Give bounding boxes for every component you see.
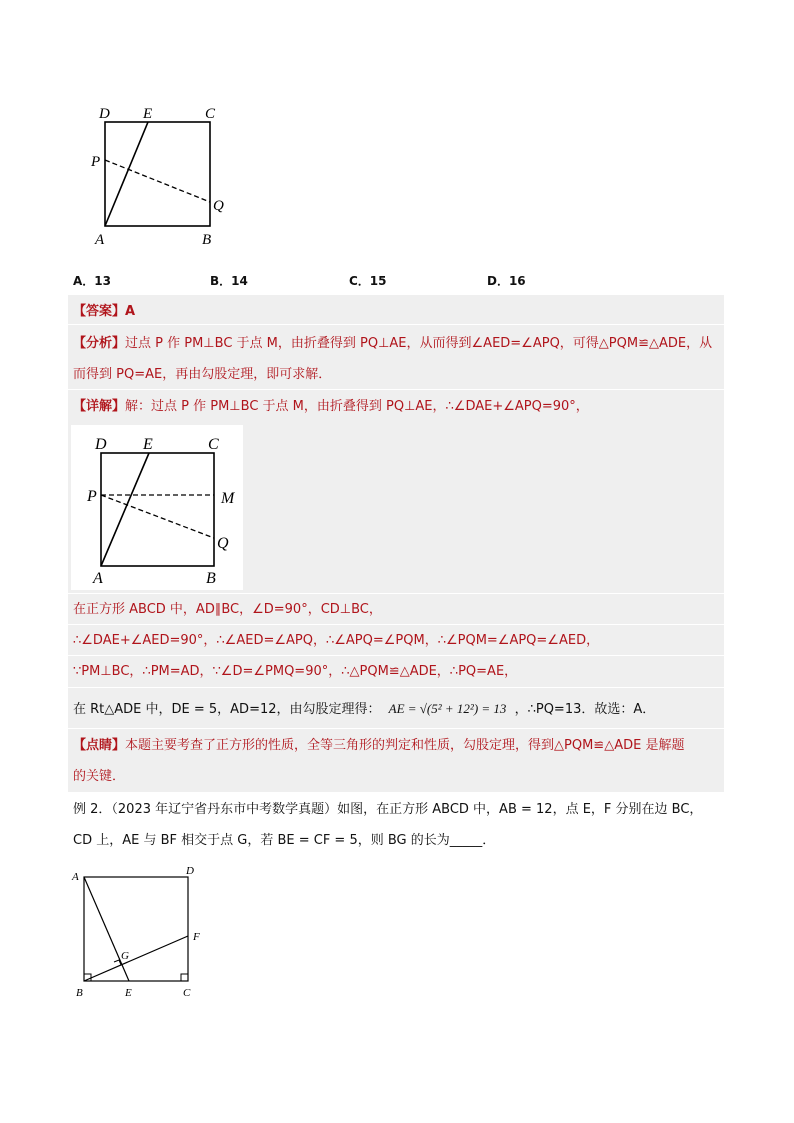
label-D: D [99, 106, 110, 122]
divider [68, 389, 724, 390]
label-D: D [95, 436, 107, 453]
proof-line-4 [73, 700, 655, 719]
label-Q: Q [213, 198, 224, 214]
analysis-text-1: 过点 P 作 PM⊥BC 于点 M，由折叠得到 PQ⊥AE，从而得到∠AED=∠APQ，可得△PQM≌△ADE，从 [125, 336, 713, 351]
label-C: C [205, 106, 216, 122]
detail-text-1: 解：过点 P 作 PM⊥BC 于点 M，由折叠得到 PQ⊥AE，∴∠DAE+∠APQ=90°， [125, 399, 589, 414]
label-D: D [186, 865, 194, 877]
label-A: A [95, 232, 105, 248]
proof-line-4-pre: 在 Rt△ADE 中，DE = 5，AD=12，由勾股定理得： [73, 702, 381, 717]
example2-line-2: CD 上，AE 与 BF 相交于点 G，若 BE = CF = 5，则 BG 的长为_____． [73, 833, 496, 848]
proof-line-2: ∴∠DAE+∠AED=90°，∴∠AED=∠APQ，∴∠APQ=∠PQM，∴∠PQM=∠APQ=∠AED， [73, 633, 600, 648]
label-A: A [93, 570, 103, 587]
divider [68, 655, 724, 656]
label-B: B [202, 232, 212, 248]
label-E: E [143, 106, 153, 122]
label-Q: Q [217, 535, 229, 552]
label-B: B [206, 570, 216, 587]
comment-line-2: 的关键． [73, 769, 126, 784]
label-A: A [72, 871, 79, 883]
divider [68, 687, 724, 688]
label-M: M [221, 490, 235, 507]
comment-line-1 [73, 737, 684, 755]
divider [68, 593, 724, 594]
label-E: E [143, 436, 153, 453]
divider [68, 728, 724, 729]
figure-square-with-m [71, 425, 243, 590]
answer-value: A [125, 304, 136, 319]
figure-square-bg [68, 862, 218, 1004]
analysis-line-1 [73, 335, 712, 353]
proof-line-3: ∵PM⊥BC，∴PM=AD，∵∠D=∠PMQ=90°，∴△PQM≌△ADE，∴PQ=AE， [73, 664, 518, 679]
option-a: A．13 [73, 274, 111, 288]
divider [68, 624, 724, 625]
option-c: C．15 [349, 274, 387, 288]
comment-tag: 【点睛】 [73, 738, 126, 753]
answer-line [73, 303, 135, 321]
proof-line-4-eq: AE = √(5² + 12²) = 13 [388, 701, 507, 716]
label-C: C [208, 436, 219, 453]
answer-tag: 【答案】 [73, 304, 126, 319]
comment-text-1: 本题主要考查了正方形的性质，全等三角形的判定和性质，勾股定理，得到△PQM≌△ADE 是解题 [125, 738, 685, 753]
divider [68, 324, 724, 325]
answer-options [73, 272, 733, 290]
figure-square-fold [85, 100, 245, 250]
label-G: G [121, 950, 129, 962]
proof-line-4-post: ，∴PQ=13．故选：A． [514, 702, 656, 717]
label-P: P [87, 488, 97, 505]
detail-line-1 [73, 398, 589, 416]
detail-tag: 【详解】 [73, 399, 126, 414]
label-F: F [193, 931, 200, 943]
label-C: C [183, 987, 191, 999]
option-b: B．14 [210, 274, 248, 288]
analysis-line-2: 而得到 PQ=AE，再由勾股定理，即可求解． [73, 367, 332, 382]
label-P: P [91, 154, 101, 170]
example2-line-1: 例 2．（2023 年辽宁省丹东市中考数学真题）如图，在正方形 ABCD 中，AB = 12，点 E，F 分别在边 BC， [73, 802, 703, 817]
analysis-tag: 【分析】 [73, 336, 126, 351]
option-d: D．16 [487, 274, 526, 288]
label-B: B [76, 987, 83, 999]
label-E: E [125, 987, 132, 999]
proof-line-1: 在正方形 ABCD 中，AD∥BC，∠D=90°，CD⊥BC， [73, 602, 382, 617]
